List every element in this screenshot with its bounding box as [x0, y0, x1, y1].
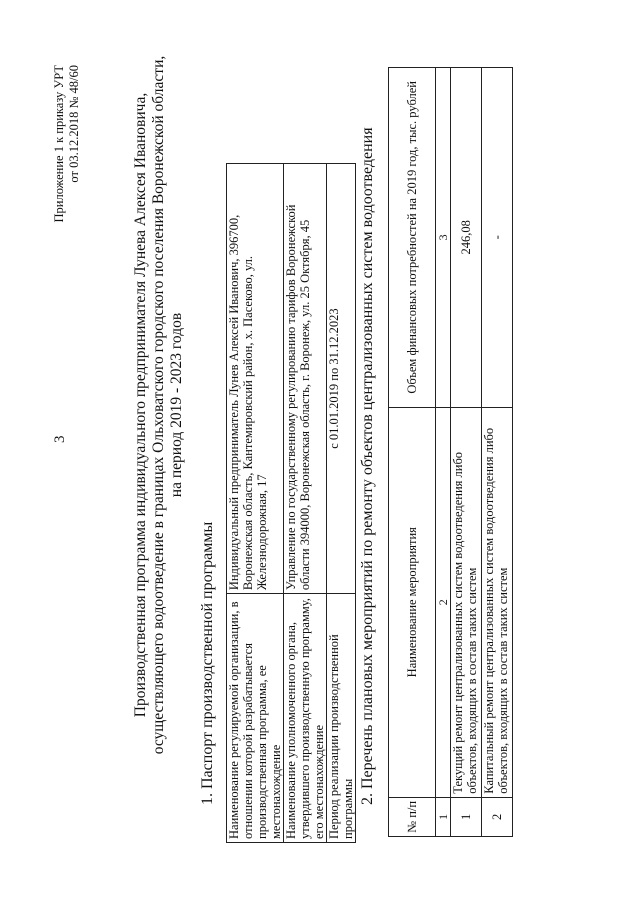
passport-label: Наименование уполномоченного органа, утвердившего производственную программу, его местонахождение — [284, 594, 327, 843]
page-number: 3 — [52, 435, 68, 443]
measures-table — [388, 67, 513, 837]
appendix-line-2: от 03.12.2018 № 48/60 — [67, 65, 81, 183]
table-row — [227, 164, 284, 843]
header-amount: Объем финансовых потребностей на 2019 год, тыс. рублей — [389, 68, 436, 408]
column-number: 2 — [436, 407, 451, 797]
passport-value: Управление по государственному регулированию тарифов Воронежской области 394000, Воронежская область, г. Воронеж, ул. 25 Октября, 45 — [284, 164, 327, 594]
row-amount: 246,08 — [451, 68, 482, 408]
column-number-row — [436, 68, 451, 837]
passport-table — [226, 163, 356, 843]
title-line-3: на период 2019 - 2023 годов — [168, 312, 185, 498]
column-number: 3 — [436, 68, 451, 408]
row-name: Текущий ремонт централизованных систем водоотведения либо объектов, входящих в состав таких систем — [451, 407, 482, 797]
table-row — [451, 68, 482, 837]
title-line-1: Производственная программа индивидуального предпринимателя Лунева Алексея Ивановича, — [132, 92, 149, 718]
passport-label: Период реализации производственной программы — [327, 594, 356, 843]
passport-value: Индивидуальный предприниматель Лунев Алексей Иванович, 396700, Воронежская область, Кантемировский район, х. Пасеково, ул. Железнодорожная, 17 — [227, 164, 284, 594]
header-num: № п/п — [389, 797, 436, 836]
row-num: 1 — [451, 797, 482, 836]
passport-label: Наименование регулируемой организации, в отношении которой разрабатывается производственная программа, ее местонахождение — [227, 594, 284, 843]
appendix-line-1: Приложение 1 к приказу УРТ — [52, 65, 66, 223]
section-1-heading: 1. Паспорт производственной программы — [199, 521, 216, 805]
table-row — [482, 68, 513, 837]
section-2-heading: 2. Перечень плановых мероприятий по ремонту объектов централизованных систем водоотведения — [359, 127, 376, 805]
table-row — [284, 164, 327, 843]
appendix-note — [52, 65, 82, 245]
header-name: Наименование мероприятия — [389, 407, 436, 797]
table-row — [327, 164, 356, 843]
title-line-2: осуществляющего водоотведение в границах Ольховатского городского поселения Воронежской области, — [150, 55, 167, 755]
passport-value: с 01.01.2019 по 31.12.2023 — [327, 164, 356, 594]
row-num: 2 — [482, 797, 513, 836]
column-number: 1 — [436, 797, 451, 836]
row-amount: - — [482, 68, 513, 408]
row-name: Капитальный ремонт централизованных систем водоотведения либо объектов, входящих в состав таких систем — [482, 407, 513, 797]
table-header-row — [389, 68, 436, 837]
document-title — [132, 25, 186, 785]
